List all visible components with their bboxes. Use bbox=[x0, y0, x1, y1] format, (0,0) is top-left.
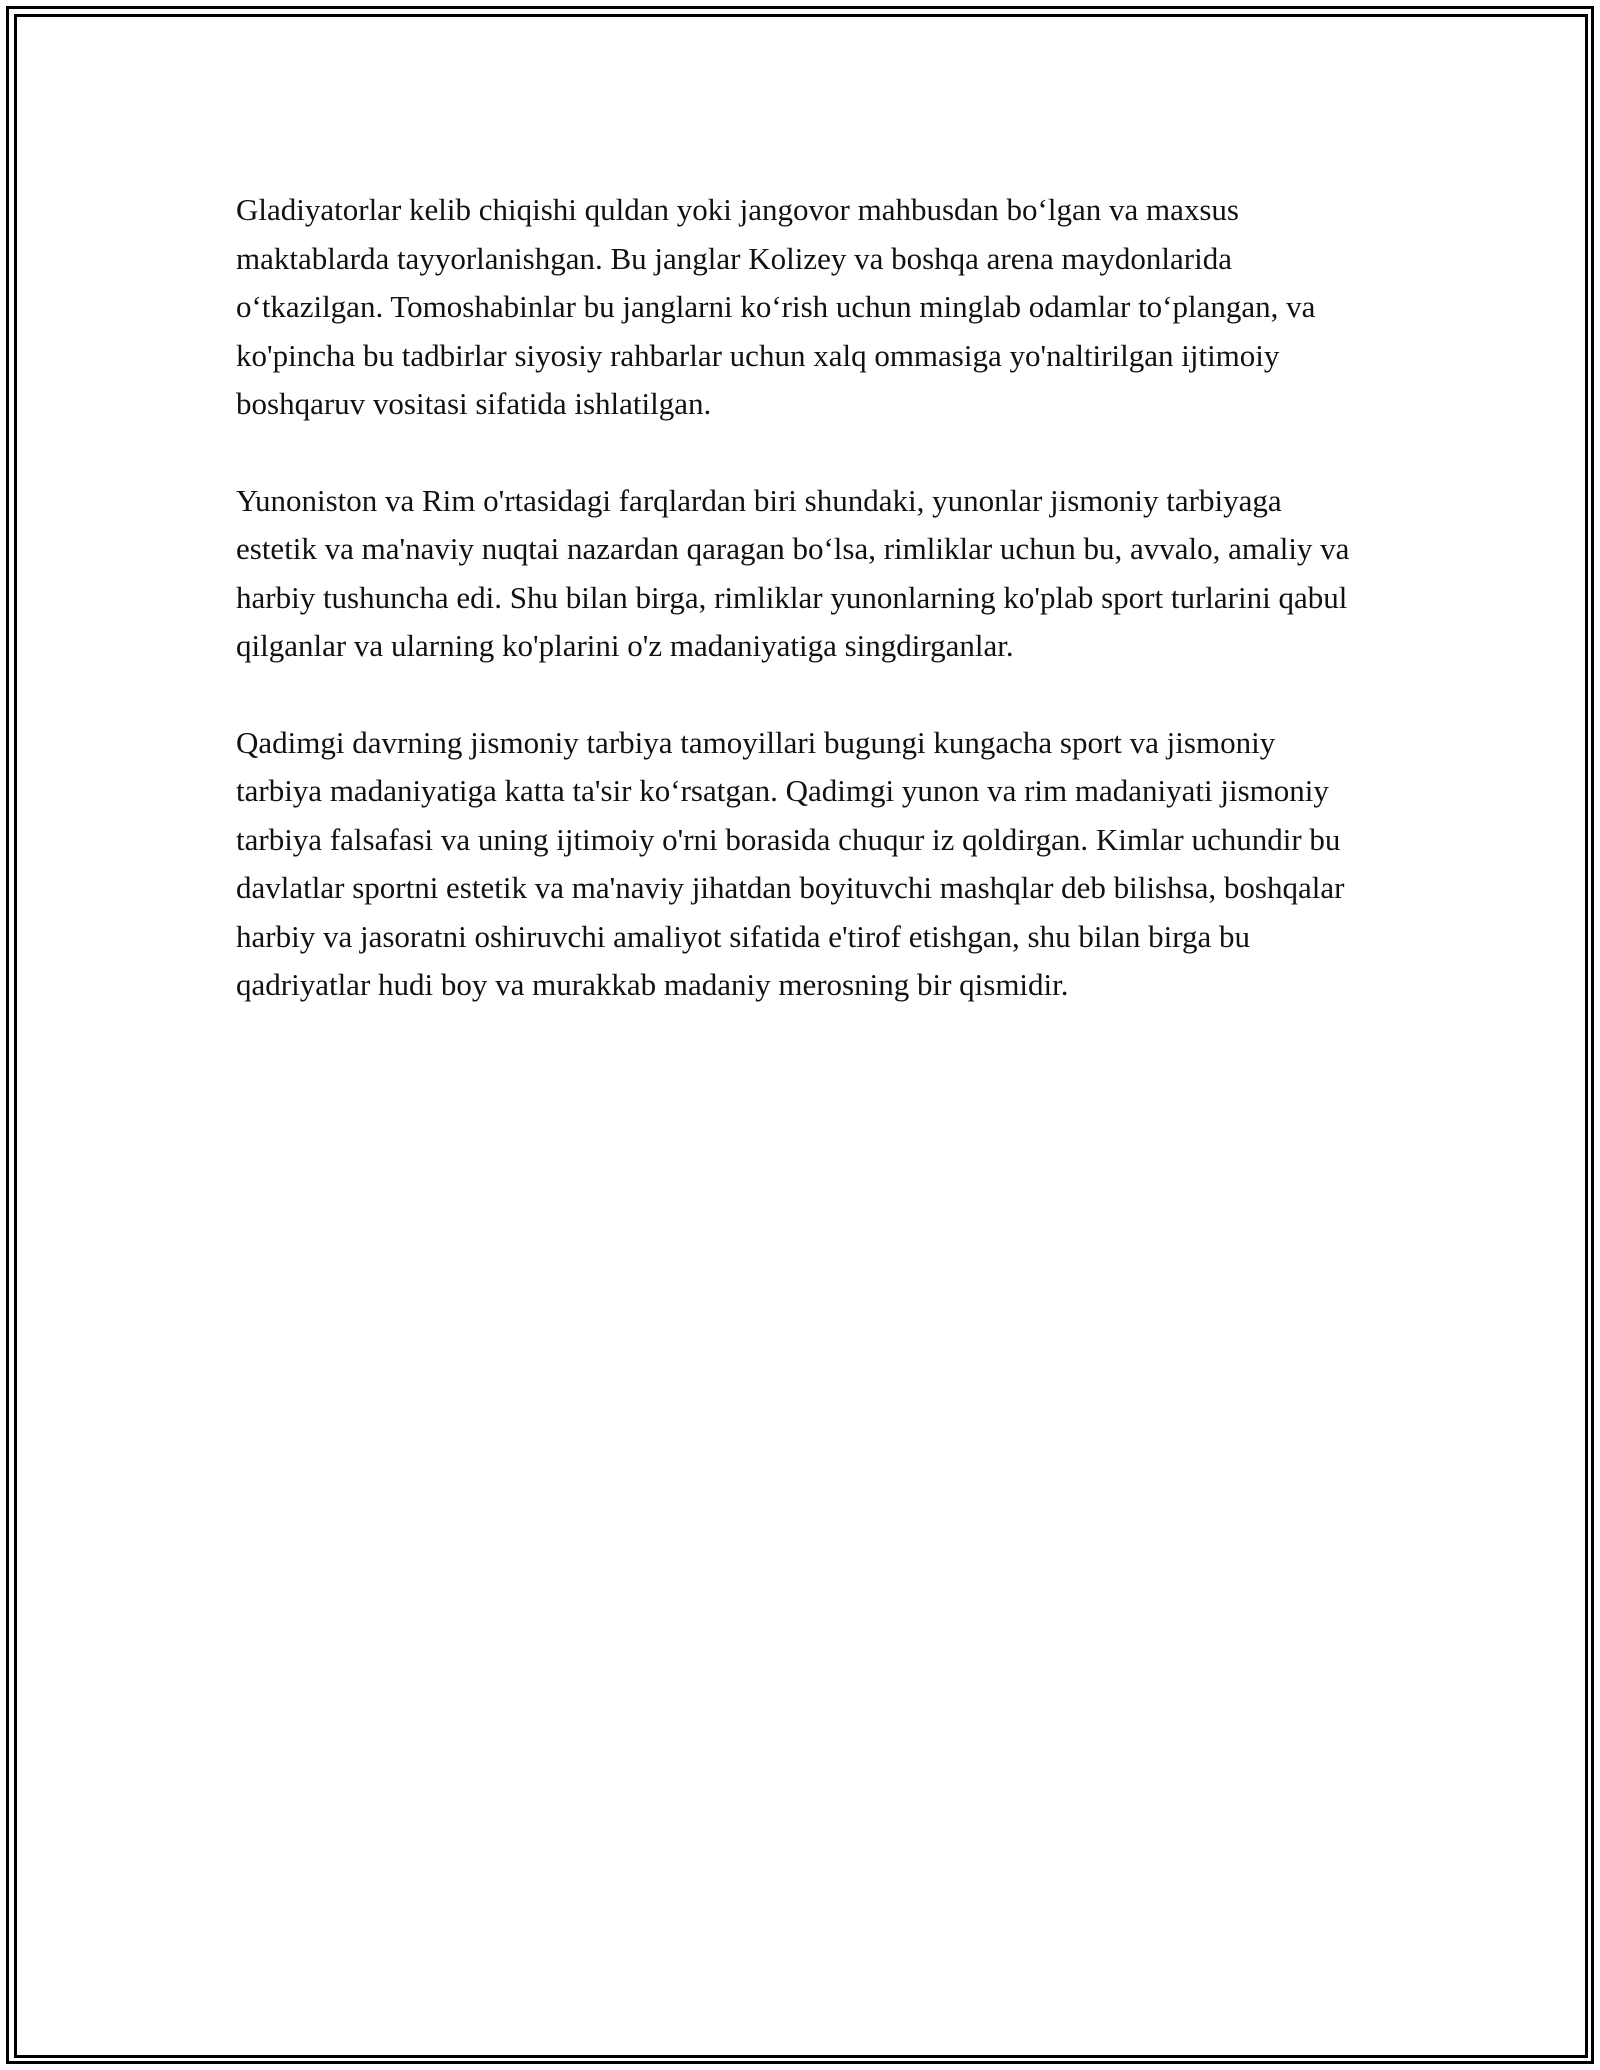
document-body bbox=[236, 186, 1366, 1058]
paragraph-gladiators: Gladiyatorlar kelib chiqishi quldan yoki jangovor mahbusdan bo‘lgan va maxsus maktablarda tayyorlanishgan. Bu janglar Kolizey va boshqa arena maydonlarida o‘tkazilgan. Tomoshabinlar bu janglarni ko‘rish uchun minglab odamlar to‘plangan, va ko'pincha bu tadbirlar siyosiy rahbarlar uchun xalq ommasiga yo'naltirilgan ijtimoiy boshqaruv vositasi sifatida ishlatilgan. bbox=[236, 192, 1316, 421]
paragraph-greece-rome-differences: Yunoniston va Rim o'rtasidagi farqlardan biri shundaki, yunonlar jismoniy tarbiyaga estetik va ma'naviy nuqtai nazardan qaragan bo‘lsa, rimliklar uchun bu, avvalo, amaliy va harbiy tushuncha edi. Shu bilan birga, rimliklar yunonlarning ko'plab sport turlarini qabul qilganlar va ularning ko'plarini o'z madaniyatiga singdirganlar. bbox=[236, 482, 1350, 663]
paragraph-ancient-principles: Qadimgi davrning jismoniy tarbiya tamoyillari bugungi kungacha sport va jismoniy tarbiya madaniyatiga katta ta'sir ko‘rsatgan. Qadimgi yunon va rim madaniyati jismoniy tarbiya falsafasi va uning ijtimoiy o'rni borasida chuqur iz qoldirgan. Kimlar uchundir bu davlatlar sportni estetik va ma'naviy jihatdan boyituvchi mashqlar deb bilishsa, boshqalar harbiy va jasoratni oshiruvchi amaliyot sifatida e'tirof etishgan, shu bilan birga bu qadriyatlar hudi boy va murakkab madaniy merosning bir qismidir. bbox=[236, 724, 1345, 1002]
